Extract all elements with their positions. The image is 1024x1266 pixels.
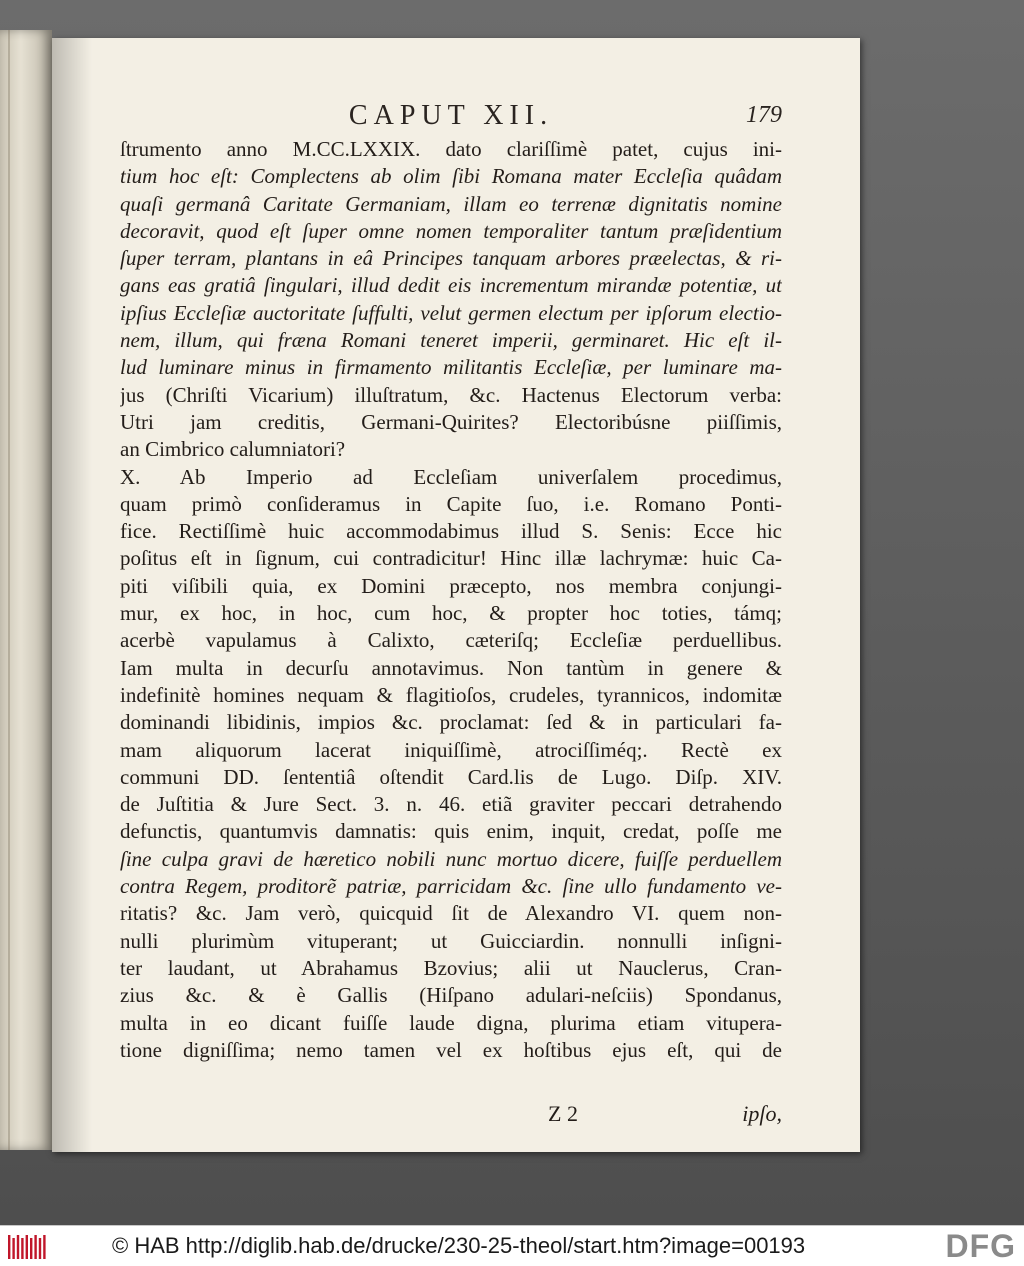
- text-line: ritatis? &c. Jam verò, quicquid ſit de Alexandro VI. quem non-: [120, 901, 782, 926]
- text-line: multa in eo dicant fuiſſe laude digna, plurima etiam vitupera-: [120, 1010, 782, 1035]
- left-page-edge: [0, 30, 52, 1150]
- text-line: fice. Rectiſſimè huic accommodabimus illud S. Senis: Ecce hic: [120, 519, 782, 544]
- text-line: ſtrumento anno M.CC.LXXIX. dato clariſſimè patet, cujus ini-: [120, 137, 782, 161]
- signature-mark: Z 2: [548, 1101, 578, 1126]
- text-line: mam aliquorum lacerat iniquiſſimè, atrociſſiméq;. Rectè ex: [120, 737, 782, 762]
- hab-logo-bar: [17, 1235, 19, 1259]
- hab-logo-bar: [39, 1238, 41, 1259]
- text-line: decoravit, quod eſt ſuper omne nomen temporaliter tantum præſidentium: [120, 218, 782, 243]
- hab-logo-bar: [30, 1238, 32, 1259]
- text-line: piti viſibili quia, ex Domini præcepto, nos membra conjungi-: [120, 573, 782, 598]
- text-line: quaſi germanâ Caritate Germaniam, illam eo terrenæ dignitatis nomine: [120, 191, 782, 216]
- text-line: quam primò conſideramus in Capite ſuo, i.e. Romano Ponti-: [120, 491, 782, 516]
- text-line: Iam multa in decurſu annotavimus. Non tantùm in genere &: [120, 655, 782, 680]
- text-line: poſitus eſt in ſignum, cui contradicitur! Hinc illæ lachrymæ: huic Ca-: [120, 546, 782, 571]
- text-line: jus (Chriſti Vicarium) illuſtratum, &c. Hactenus Electorum verba:: [120, 382, 782, 407]
- hab-logo-icon: [6, 1234, 48, 1260]
- page-number: 179: [746, 102, 782, 128]
- body-text: [120, 136, 782, 1064]
- text-line: indefinitè homines nequam & flagitioſos, crudeles, tyrannicos, indomitæ: [120, 682, 782, 707]
- hab-logo-bar: [8, 1235, 10, 1259]
- book-page: [52, 38, 860, 1152]
- text-line: communi DD. ſententiâ oſtendit Card.lis de Lugo. Diſp. XIV.: [120, 764, 782, 789]
- text-line: ipſius Eccleſiæ auctoritate ſuffulti, velut germen electum per ipſorum electio-: [120, 300, 782, 325]
- text-line: contra Regem, proditorẽ patriæ, parricidam &c. ſine ullo fundamento ve-: [120, 874, 782, 899]
- text-line: acerbè vapulamus à Calixto, cæteriſq; Eccleſiæ perduellibus.: [120, 628, 782, 653]
- text-line: nem, illum, qui fræna Romani teneret imperii, germinaret. Hic eſt il-: [120, 328, 782, 353]
- text-line: dominandi libidinis, impios &c. proclamat: ſed & in particulari fa-: [120, 710, 782, 735]
- footer-bar: [0, 1225, 1024, 1266]
- running-title: CAPUT XII.: [348, 100, 554, 131]
- text-line: mur, ex hoc, in hoc, cum hoc, & propter hoc toties, támq;: [120, 601, 782, 626]
- hab-logo-bar: [43, 1235, 45, 1259]
- text-line: de Juſtitia & Jure Sect. 3. n. 46. etiã graviter peccari detrahendo: [120, 792, 782, 817]
- text-line: zius &c. & è Gallis (Hiſpano adulari-neſciis) Spondanus,: [120, 983, 782, 1008]
- text-line: nulli plurimùm vituperant; ut Guicciardin. nonnulli inſigni-: [120, 928, 782, 953]
- text-line: defunctis, quantumvis damnatis: quis enim, inquit, credat, poſſe me: [120, 819, 782, 844]
- catchword: ipſo,: [742, 1101, 782, 1126]
- hab-logo-bar: [12, 1238, 14, 1259]
- text-line: ſuper terram, plantans in eâ Principes tanquam arbores præelectas, & ri-: [120, 246, 782, 271]
- text-line: ter laudant, ut Abrahamus Bzovius; alii ut Nauclerus, Cran-: [120, 955, 782, 980]
- hab-logo-bar: [34, 1235, 36, 1259]
- citation-text: © HAB http://diglib.hab.de/drucke/230-25-theol/start.htm?image=00193: [112, 1233, 806, 1258]
- text-line: lud luminare minus in firmamento militantis Eccleſiæ, per luminare ma-: [120, 355, 782, 380]
- text-line: tione digniſſima; nemo tamen vel ex hoſtibus ejus eſt, qui de: [120, 1037, 782, 1062]
- catchline: [120, 1101, 782, 1131]
- text-line: ſine culpa gravi de hæretico nobili nunc mortuo dicere, fuiſſe perduellem: [120, 846, 782, 871]
- running-head: [120, 100, 782, 136]
- hab-logo-bar: [21, 1238, 23, 1259]
- text-line: Utri jam creditis, Germani-Quirites? Electoribúsne piiſſimis,: [120, 409, 782, 434]
- text-line: an Cimbrico calumniatori?: [120, 437, 346, 462]
- dfg-logo: DFG: [945, 1228, 1016, 1264]
- text-line: tium hoc eſt: Complectens ab olim ſibi Romana mater Eccleſia quâdam: [120, 164, 782, 189]
- text-line: X. Ab Imperio ad Eccleſiam univerſalem procedimus,: [120, 464, 782, 489]
- hab-logo-bar: [26, 1235, 28, 1259]
- text-line: gans eas gratiâ ſingulari, illud dedit eis incrementum mirandæ potentiæ, ut: [120, 273, 782, 298]
